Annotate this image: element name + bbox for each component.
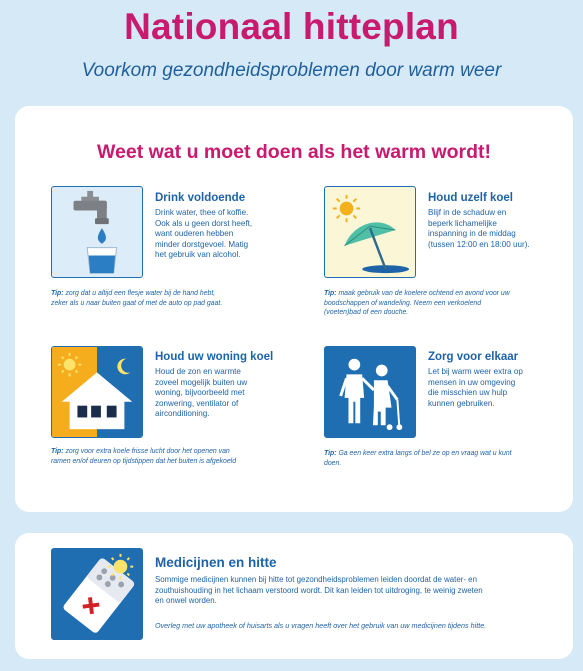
tip-koel: Tip: maak gebruik van de koelere ochtend en avond voor uw boodschappen of wandeling. Neem een verkoelend (voeten)bad of een douche. [324,290,510,317]
page-subtitle: Voorkom gezondheidsproblemen door warm weer [81,60,502,81]
item-body-drink: Drink water, thee of koffie. Ook als u geen dorst heeft, want ouderen hebben minder dorstgevoel. Matig het gebruik van alcohol. [155,208,253,260]
medicine-note: Overleg met uw apotheek of huisarts als u vragen heeft over het gebruik van uw medicijnen tijdens hitte. [155,621,487,630]
medicine-pills-icon [51,548,143,640]
tips-card [15,106,573,512]
medicine-title: Medicijnen en hitte [155,555,277,570]
item-title-drink: Drink voldoende [155,192,246,204]
item-body-woning: Houd de zon en warmte zoveel mogelijk buiten uw woning, bijvoorbeeld met zonwering, ventilator of airconditioning. [155,367,248,419]
item-title-woning: Houd uw woning koel [155,351,274,363]
people-caring-icon [324,346,416,438]
tip-zorg: Tip: Ga een keer extra langs of bel ze op en vraag wat u kunt doen. [324,450,512,467]
section-heading: Weet wat u moet doen als het warm wordt! [96,141,492,163]
medicine-body: Sommige medicijnen kunnen bij hitte tot gezondheidsproblemen leiden doordat de water- en zouthuishouding in het lichaam verstoord wordt. Dit kan leiden tot uitdroging, te weinig zweten en onwel worden. [155,575,483,606]
item-body-zorg: Let bij warm weer extra op mensen in uw omgeving die misschien uw hulp kunnen gebruiken. [428,367,523,408]
item-title-koel: Houd uzelf koel [428,192,513,204]
house-day-night-icon [51,346,143,438]
item-title-zorg: Zorg voor elkaar [428,351,519,363]
item-body-koel: Blijf in de schaduw en beperk lichamelijke inspanning in de middag (tussen 12:00 en 18:00 uur). [428,208,530,249]
tip-woning: Tip: zorg voor extra koele frisse lucht door het openen van ramen en/of deuren op tijdstippen dat het buiten is afgekoeld [51,448,237,465]
tip-drink: Tip: zorg dat u altijd een flesje water bij de hand hebt, zeker als u naar buiten gaat of met de auto op pad gaat. [51,290,223,307]
page-title: Nationaal hitteplan [124,6,459,47]
medicine-card [15,533,573,659]
water-tap-icon [51,186,143,278]
parasol-icon [324,186,416,278]
